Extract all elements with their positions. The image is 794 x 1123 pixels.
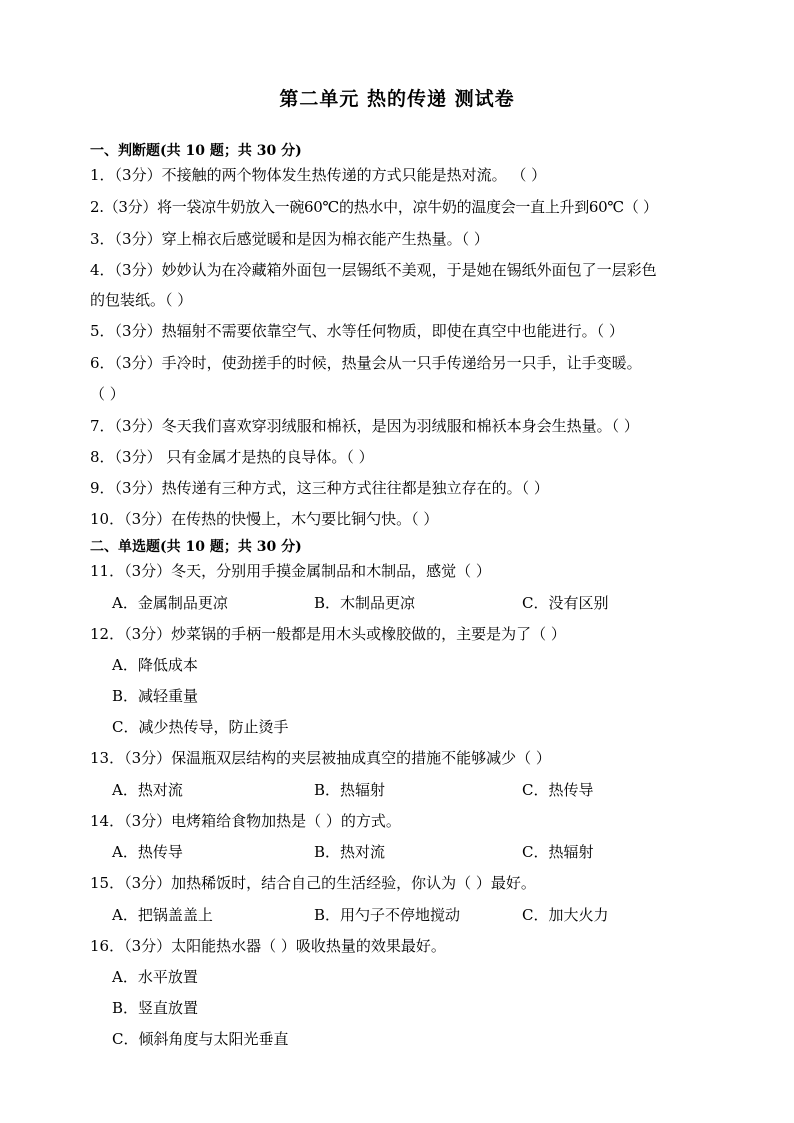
question-10: 10．（3分）在传热的快慢上，木勺要比铜勺快。（ ）	[90, 510, 439, 528]
q11-option-c: C．没有区别	[522, 594, 609, 612]
q11-option-b: B．木制品更凉	[314, 594, 416, 612]
q14-option-a: A．热传导	[112, 843, 183, 861]
question-12: 12．（3分）炒菜锅的手柄一般都是用木头或橡胶做的，主要是为了（ ）	[90, 625, 566, 643]
q13-option-a: A．热对流	[112, 781, 183, 799]
q11-option-a: A．金属制品更凉	[112, 594, 228, 612]
question-9: 9．（3分）热传递有三种方式，这三种方式往往都是独立存在的。（ ）	[90, 479, 549, 497]
q12-option-a: A．降低成本	[112, 656, 198, 674]
q12-option-b: B．减轻重量	[112, 687, 199, 705]
q14-option-b: B．热对流	[314, 843, 386, 861]
q15-option-b: B．用勺子不停地搅动	[314, 906, 461, 924]
q15-option-a: A．把锅盖盖上	[112, 906, 213, 924]
question-3: 3．（3分）穿上棉衣后感觉暖和是因为棉衣能产生热量。（ ）	[90, 230, 489, 248]
question-7: 7．（3分）冬天我们喜欢穿羽绒服和棉袄，是因为羽绒服和棉袄本身会生热量。（ ）	[90, 417, 639, 435]
question-8: 8．（3分） 只有金属才是热的良导体。（ ）	[90, 448, 374, 466]
question-2: 2.（3分）将一袋凉牛奶放入一碗60℃的热水中，凉牛奶的温度会一直上升到60℃（ ）	[90, 198, 658, 216]
question-15: 15．（3分）加热稀饭时，结合自己的生活经验，你认为（ ）最好。	[90, 874, 536, 892]
q13-option-c: C．热传导	[522, 781, 594, 799]
question-4: 4．（3分）妙妙认为在冷藏箱外面包一层锡纸不美观，于是她在锡纸外面包了一层彩色	[90, 261, 657, 279]
q15-option-c: C．加大火力	[522, 906, 609, 924]
q16-option-b: B．竖直放置	[112, 999, 199, 1017]
question-16: 16．（3分）太阳能热水器（ ）吸收热量的效果最好。	[90, 937, 446, 955]
question-14: 14．（3分）电烤箱给食物加热是（ ）的方式。	[90, 812, 401, 830]
question-6-continued: （ ）	[90, 385, 125, 403]
question-4-continued: 的包装纸。（ ）	[90, 291, 193, 309]
q16-option-c: C．倾斜角度与太阳光垂直	[112, 1030, 289, 1048]
question-1: 1．（3分）不接触的两个物体发生热传递的方式只能是热对流。 （ ）	[90, 166, 547, 184]
question-6: 6．（3分）手冷时，使劲搓手的时候，热量会从一只手传递给另一只手，让手变暖。	[90, 354, 642, 372]
section-heading-true-false: 一、判断题(共 10 题；共 30 分)	[90, 143, 302, 159]
question-5: 5．（3分）热辐射不需要依靠空气、水等任何物质，即使在真空中也能进行。（ ）	[90, 322, 624, 340]
q12-option-c: C．减少热传导，防止烫手	[112, 718, 289, 736]
q16-option-a: A．水平放置	[112, 968, 198, 986]
question-13: 13．（3分）保温瓶双层结构的夹层被抽成真空的措施不能够减少（ ）	[90, 749, 551, 767]
q14-option-c: C．热辐射	[522, 843, 594, 861]
section-heading-single-choice: 二、单选题(共 10 题；共 30 分)	[90, 539, 302, 555]
page-title: 第二单元 热的传递 测试卷	[279, 88, 515, 110]
q13-option-b: B．热辐射	[314, 781, 386, 799]
question-11: 11．（3分）冬天，分别用手摸金属制品和木制品，感觉（ ）	[90, 562, 491, 580]
